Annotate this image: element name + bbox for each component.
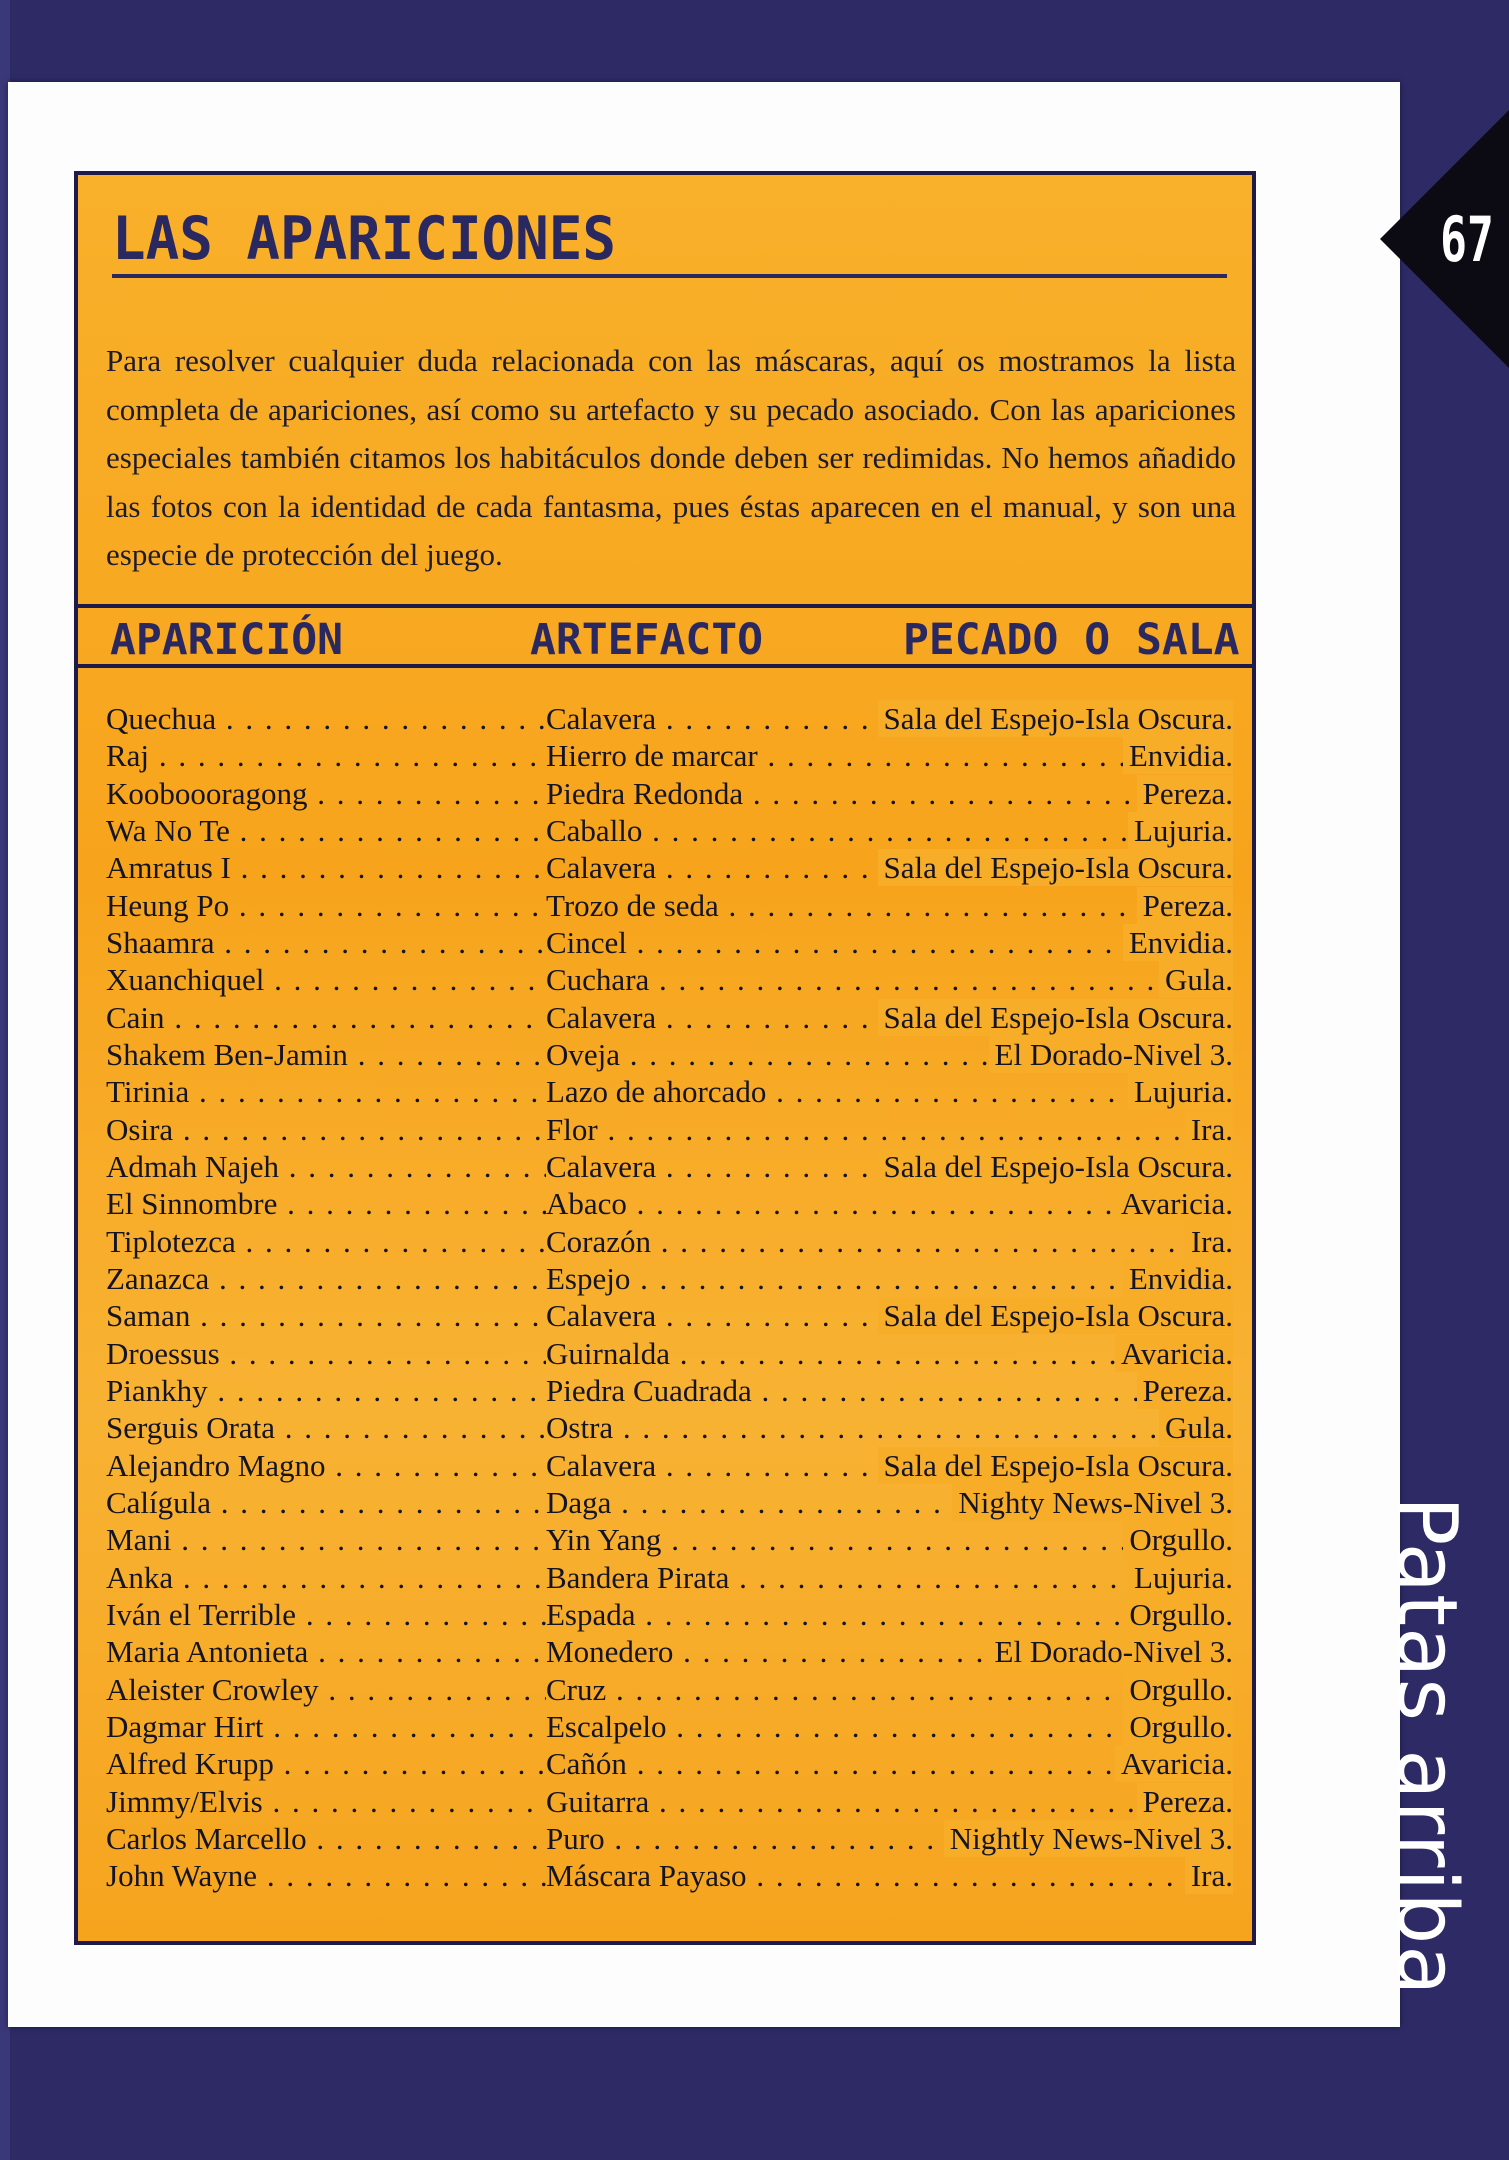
table-row [106, 1335, 1233, 1372]
sin-or-room: Pereza. [1137, 775, 1233, 812]
artifact-name: Bandera Pirata . . . [546, 1559, 1233, 1596]
sin-or-room: Pereza. [1137, 887, 1233, 924]
apparition-name: Quechua . . . [106, 700, 546, 737]
artifact-name: Corazón . . . [546, 1223, 1233, 1260]
artifact-name: Máscara Payaso . . . [546, 1857, 1233, 1894]
apparition-name: Piankhy . . . [106, 1372, 546, 1409]
sin-or-room: Sala del Espejo-Isla Oscura. [878, 1297, 1234, 1334]
sin-or-room: Sala del Espejo-Isla Oscura. [878, 1148, 1234, 1185]
artifact-name: Yin Yang . . . [546, 1521, 1233, 1558]
apparition-name: Anka . . . [106, 1559, 546, 1596]
artifact-name: Cuchara . . . [546, 961, 1233, 998]
artifact-name: Escalpelo . . . [546, 1708, 1233, 1745]
artifact-name: Calavera . . . [546, 849, 1233, 886]
artifact-name: Caballo . . . [546, 812, 1233, 849]
apparition-name: Aleister Crowley . . . [106, 1671, 546, 1708]
table-row [106, 1148, 1233, 1185]
sin-or-room: Pereza. [1137, 1783, 1233, 1820]
table-row [106, 1783, 1233, 1820]
apparition-name: Iván el Terrible . . . [106, 1596, 546, 1633]
table-row [106, 1633, 1233, 1670]
artifact-name: Daga . . . [546, 1484, 1233, 1521]
sin-or-room: Avaricia. [1115, 1335, 1233, 1372]
table-row [106, 1409, 1233, 1446]
sin-or-room: Sala del Espejo-Isla Oscura. [878, 1447, 1234, 1484]
artifact-name: Hierro de marcar . . . [546, 737, 1233, 774]
apparition-name: Heung Po . . . [106, 887, 546, 924]
sin-or-room: Nighty News-Nivel 3. [952, 1484, 1233, 1521]
table-row [106, 961, 1233, 998]
table-row [106, 1260, 1233, 1297]
apparition-name: Jimmy/Elvis . . . [106, 1783, 546, 1820]
artifact-name: Espejo . . . [546, 1260, 1233, 1297]
artifact-name: Guitarra . . . [546, 1783, 1233, 1820]
artifact-name: Flor . . . [546, 1111, 1233, 1148]
sin-or-room: Envidia. [1123, 737, 1233, 774]
sin-or-room: Pereza. [1137, 1372, 1233, 1409]
table-row [106, 1447, 1233, 1484]
apparition-name: Carlos Marcello . . . [106, 1820, 546, 1857]
column-header-pecado: PECADO O SALA [903, 615, 1240, 665]
apparition-name: John Wayne . . . [106, 1857, 546, 1894]
apparition-name: Alfred Krupp . . . [106, 1745, 546, 1782]
sin-or-room: Lujuria. [1128, 812, 1233, 849]
page-number: 67 [1440, 203, 1494, 276]
artifact-name: Monedero . . . [546, 1633, 1233, 1670]
apparition-name: Wa No Te . . . [106, 812, 546, 849]
table-row [106, 700, 1233, 737]
sin-or-room: Avaricia. [1115, 1185, 1233, 1222]
artifact-name: Abaco . . . [546, 1185, 1233, 1222]
table-row [106, 1223, 1233, 1260]
artifact-name: Cruz . . . [546, 1671, 1233, 1708]
artifact-name: Oveja . . . [546, 1036, 1233, 1073]
table-row [106, 887, 1233, 924]
apparition-name: Kooboooragong . . . [106, 775, 546, 812]
table-row [106, 849, 1233, 886]
table-row [106, 1073, 1233, 1110]
artifact-name: Lazo de ahorcado . . . [546, 1073, 1233, 1110]
apparition-name: Serguis Orata . . . [106, 1409, 546, 1446]
table-row [106, 1297, 1233, 1334]
table-row [106, 1857, 1233, 1894]
artifact-name: Ostra . . . [546, 1409, 1233, 1446]
sin-or-room: Lujuria. [1128, 1559, 1233, 1596]
artifact-name: Cincel . . . [546, 924, 1233, 961]
column-header-artefacto: ARTEFACTO [530, 615, 763, 665]
apparition-name: Mani . . . [106, 1521, 546, 1558]
table-row [106, 1111, 1233, 1148]
sin-or-room: El Dorado-Nivel 3. [989, 1633, 1233, 1670]
table-row [106, 1596, 1233, 1633]
sin-or-room: Nightly News-Nivel 3. [944, 1820, 1233, 1857]
table-row [106, 1484, 1233, 1521]
apparitions-list [106, 700, 1233, 1895]
table-row [106, 999, 1233, 1036]
artifact-name: Piedra Redonda . . . [546, 775, 1233, 812]
artifact-name: Guirnalda . . . [546, 1335, 1233, 1372]
sin-or-room: El Dorado-Nivel 3. [989, 1036, 1233, 1073]
apparition-name: El Sinnombre . . . [106, 1185, 546, 1222]
sin-or-room: Gula. [1159, 961, 1233, 998]
section-heading: LAS APARICIONES [112, 204, 616, 274]
apparition-name: Maria Antonieta . . . [106, 1633, 546, 1670]
apparition-name: Droessus . . . [106, 1335, 546, 1372]
artifact-name: Calavera . . . [546, 1297, 1233, 1334]
sin-or-room: Orgullo. [1123, 1671, 1233, 1708]
sin-or-room: Sala del Espejo-Isla Oscura. [878, 700, 1234, 737]
sin-or-room: Avaricia. [1115, 1745, 1233, 1782]
apparition-name: Osira . . . [106, 1111, 546, 1148]
apparition-name: Tirinia . . . [106, 1073, 546, 1110]
artifact-name: Calavera . . . [546, 1447, 1233, 1484]
table-row [106, 1820, 1233, 1857]
sin-or-room: Ira. [1185, 1223, 1233, 1260]
apparition-name: Shaamra . . . [106, 924, 546, 961]
table-row [106, 812, 1233, 849]
table-row [106, 1708, 1233, 1745]
sin-or-room: Envidia. [1123, 924, 1233, 961]
table-row [106, 1671, 1233, 1708]
apparition-name: Xuanchiquel . . . [106, 961, 546, 998]
apparition-name: Tiplotezca . . . [106, 1223, 546, 1260]
sin-or-room: Sala del Espejo-Isla Oscura. [878, 849, 1234, 886]
apparition-name: Zanazca . . . [106, 1260, 546, 1297]
sin-or-room: Orgullo. [1123, 1708, 1233, 1745]
sin-or-room: Ira. [1185, 1111, 1233, 1148]
apparition-name: Cain . . . [106, 999, 546, 1036]
sin-or-room: Orgullo. [1123, 1596, 1233, 1633]
artifact-name: Calavera . . . [546, 999, 1233, 1036]
apparition-name: Amratus I . . . [106, 849, 546, 886]
sin-or-room: Gula. [1159, 1409, 1233, 1446]
artifact-name: Cañón . . . [546, 1745, 1233, 1782]
table-row [106, 1745, 1233, 1782]
intro-paragraph: Para resolver cualquier duda relacionada con las máscaras, aquí os mostramos la lista completa de apariciones, así como su artefacto y su pecado asociado. Con las apariciones especiales también citamos los habitáculos donde deben ser redimidas. No hemos añadido las fotos con la identidad de cada fantasma, pues éstas aparecen en el manual, y son una especie de protección del juego. [106, 343, 1236, 573]
side-title: Patas arriba [1379, 1496, 1474, 1997]
column-header-aparicion: APARICIÓN [110, 615, 343, 665]
artifact-name: Puro . . . [546, 1820, 1233, 1857]
sin-or-room: Orgullo. [1123, 1521, 1233, 1558]
artifact-name: Piedra Cuadrada . . . [546, 1372, 1233, 1409]
table-row [106, 1036, 1233, 1073]
artifact-name: Espada . . . [546, 1596, 1233, 1633]
table-row [106, 1521, 1233, 1558]
apparition-name: Calígula . . . [106, 1484, 546, 1521]
artifact-name: Calavera . . . [546, 700, 1233, 737]
artifact-name: Trozo de seda . . . [546, 887, 1233, 924]
apparition-name: Raj . . . [106, 737, 546, 774]
sin-or-room: Lujuria. [1128, 1073, 1233, 1110]
table-row [106, 737, 1233, 774]
table-row [106, 924, 1233, 961]
table-row [106, 1559, 1233, 1596]
apparition-name: Admah Najeh . . . [106, 1148, 546, 1185]
heading-underline [112, 274, 1227, 278]
table-row [106, 1185, 1233, 1222]
apparition-name: Shakem Ben-Jamin . . . [106, 1036, 546, 1073]
artifact-name: Calavera . . . [546, 1148, 1233, 1185]
apparition-name: Saman . . . [106, 1297, 546, 1334]
table-row [106, 775, 1233, 812]
apparition-name: Alejandro Magno . . . [106, 1447, 546, 1484]
sin-or-room: Envidia. [1123, 1260, 1233, 1297]
sin-or-room: Ira. [1185, 1857, 1233, 1894]
sin-or-room: Sala del Espejo-Isla Oscura. [878, 999, 1234, 1036]
apparition-name: Dagmar Hirt . . . [106, 1708, 546, 1745]
table-row [106, 1372, 1233, 1409]
